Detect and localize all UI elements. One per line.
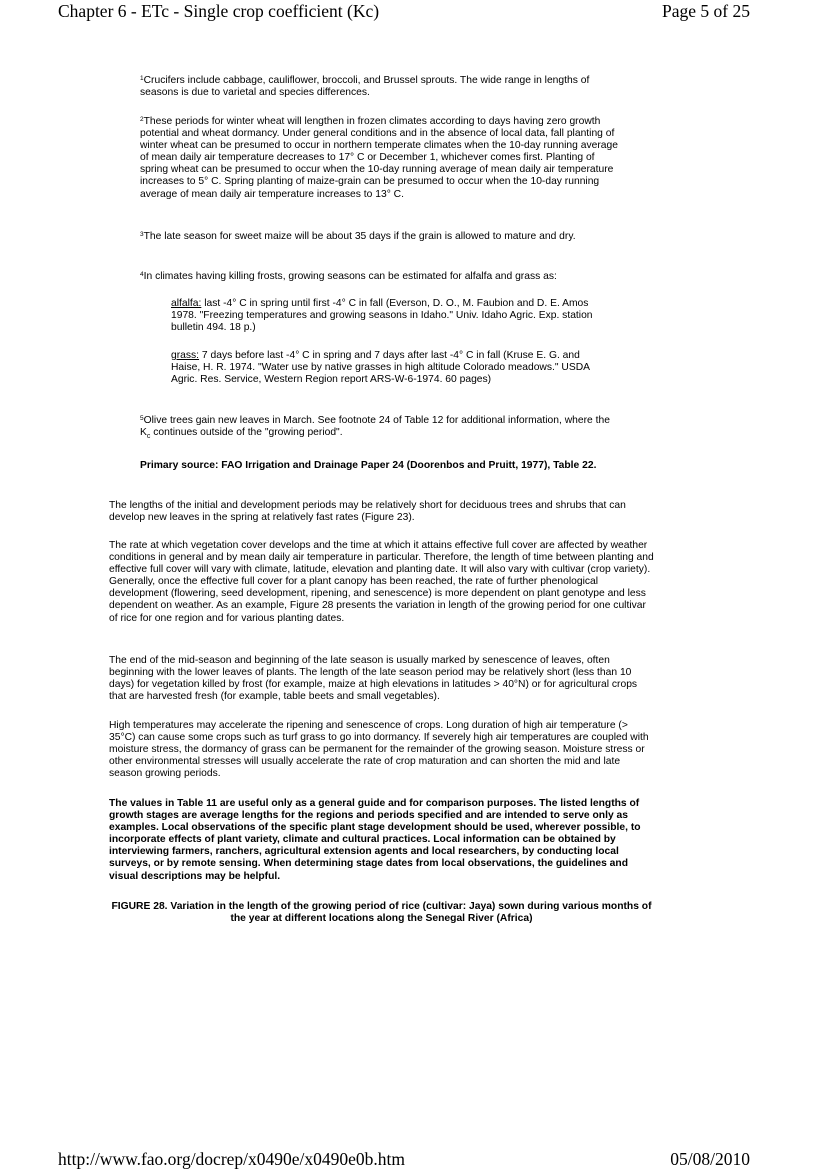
footnote-5-text-b: continues outside of the "growing period". [150,427,343,439]
grass-label: grass: [171,350,200,361]
paragraph-3: The end of the mid-season and beginning of the late season is usually marked by senescence of leaves, often beginning with the lower leaves of plants. The length of the late season period may be relatively short (less than 10 days) for vegetation killed by frost (for example, maize at high elevations in latitudes > 40°N) or for agricultural crops that are harvested fresh (for example, table beets and small vegetables). [109,655,638,703]
footnote-4-text: In climates having killing frosts, growing seasons can be estimated for alfalfa and grass as: [143,271,557,282]
footnote-1-number: 1 [140,75,144,82]
alfalfa-label: alfalfa: [171,298,202,309]
alfalfa-text: last -4° C in spring until first -4° C in fall (Everson, D. O., M. Faubion and D. E. Amos 1978. "Freezing temperatures and growing seasons in Idaho." Univ. Idaho Agric. Exp. station bulletin 494. 18 p.) [171,298,593,334]
bold-paragraph: The values in Table 11 are useful only as a general guide and for comparison purposes. The listed lengths of growth stages are average lengths for the regions and periods specified and are intended to serve only as examples. Local observations of the specific plant stage development should be used, wherever possible, to incorporate effects of plant variety, climate and cultural practices. Local information can be obtained by interviewing farmers, ranchers, agricultural extension agents and local researchers, by conducting local surveys, or by remote sensing. When determining stage dates from local observations, the guidelines and visual descriptions may be helpful. [109,798,641,882]
footer-date: 05/08/2010 [670,1149,750,1169]
page-number: Page 5 of 25 [662,1,750,21]
footnote-3-number: 3 [140,231,144,238]
footer-url[interactable]: http://www.fao.org/docrep/x0490e/x0490e0b.htm [58,1149,406,1169]
paragraph-1: The lengths of the initial and development periods may be relatively short for deciduous trees and shrubs that can develop new leaves in the spring at relatively fast rates (Figure 23). [109,500,626,524]
footnote-5 [140,415,620,439]
footnote-2-text: These periods for winter wheat will lengthen in frozen climates according to days having zero growth potential and wheat dormancy. Under general conditions and in the absence of local data, fall planting of winter wheat can be presumed to occur in northern temperate climates when the 10-day running average of mean daily air temperature decreases to 17° C or December 1, whichever comes first. Planting of spring wheat can be presumed to occur when the 10-day running average of mean daily air temperature increases to 5° C. Spring planting of maize-grain can be presumed to occur when the 10-day running average of mean daily air temperature increases to 13° C. [140,116,618,200]
kc-subscript: c [146,433,151,441]
paragraph-4: High temperatures may accelerate the ripening and senescence of crops. Long duration of high air temperature (> 35°C) can cause some crops such as turf grass to go into dormancy. If severely high air temperatures are coupled with moisture stress, the dormancy of grass can be permanent for the remainder of the growing season. Moisture stress or other environmental stresses will usually accelerate the rate of crop maturation and can shorten the mid and late season growing periods. [109,720,649,780]
footnote-3 [140,231,620,243]
footnote-5-number: 5 [140,415,144,422]
footnote-1-text: Crucifers include cabbage, cauliflower, broccoli, and Brussel sprouts. The wide range in lengths of seasons is due to varietal and species differences. [140,75,590,99]
grass-text: 7 days before last -4° C in spring and 7 days after last -4° C in fall (Kruse E. G. and Haise, H. R. 1974. "Water use by native grasses in high altitude Colorado meadows." USDA Agric. Res. Service, Western Region report ARS-W-6-1974. 60 pages) [171,350,590,386]
footnote-5-text-a: Olive trees gain new leaves in March. See footnote 24 of Table 12 for additional information, where the K [140,415,610,439]
grass-entry [171,350,611,386]
footnote-2 [140,116,620,201]
header-title: Chapter 6 - ETc - Single crop coefficient (Kc) [58,1,380,21]
paragraph-2: The rate at which vegetation cover develops and the time at which it attains effective full cover are affected by weather conditions in general and by mean daily air temperature in particular. Therefore, the length of time between planting and effective full cover will vary with climate, latitude, elevation and planting date. It will also vary with cultivar (crop variety). Generally, once the effective full cover for a plant canopy has been reached, the rate of further phenological development (flowering, seed development, ripening, and senescence) is more dependent on plant genotype and less dependent on weather. As an example, Figure 28 presents the variation in length of the growing period for one cultivar of rice for one region and for various planting dates. [109,540,654,624]
footnote-1 [140,75,620,99]
alfalfa-entry [171,298,611,334]
footnote-4 [140,271,620,283]
primary-source: Primary source: FAO Irrigation and Drainage Paper 24 (Doorenbos and Pruitt, 1977), Table 22. [140,460,597,471]
footnote-4-number: 4 [140,271,144,278]
footnote-2-number: 2 [140,116,144,123]
footnote-3-text: The late season for sweet maize will be about 35 days if the grain is allowed to mature and dry. [143,231,576,242]
figure-caption: FIGURE 28. Variation in the length of the growing period of rice (cultivar: Jaya) sown during various months of the year at different locations along the Senegal River (Africa) [111,901,652,925]
